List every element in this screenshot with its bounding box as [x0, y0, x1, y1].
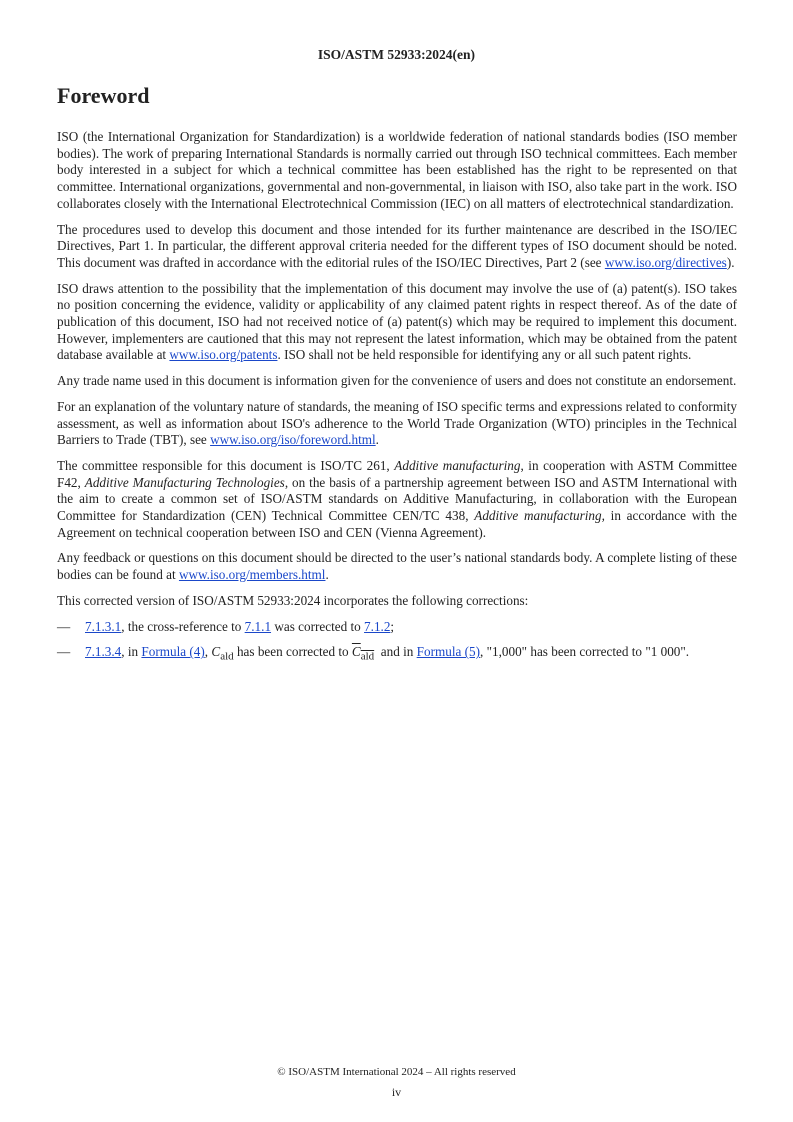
paragraph-feedback: [57, 550, 737, 583]
paragraph-committee: [57, 458, 737, 542]
text: .: [375, 432, 379, 448]
paragraph-procedures: [57, 222, 737, 272]
link-7-1-3-1[interactable]: 7.1.3.1: [85, 618, 122, 634]
paragraph-trade-name: Any trade name used in this document is information given for the convenience of users and does not constitute an endorsement.: [57, 373, 737, 389]
text: For an explanation of the voluntary nature of standards, the meaning of ISO specific terms and expressions related to conformity assessment, as well as information about ISO's adherence to the World Trade Organization (WTO) principles in the Technical Barriers to Trade (TBT), see: [57, 398, 737, 448]
list-item-text: [85, 619, 737, 636]
dash: —: [57, 618, 71, 634]
paragraph-iso-intro: ISO (the International Organization for Standardization) is a worldwide federation of national standards bodies (ISO member bodies). The work of preparing International Standards is normally carried out through ISO technical committees. Each member body interested in a subject for which a technical committee has been established has the right to be represented on that committee. International organizations, governmental and non-governmental, in liaison with ISO, also take part in the work. ISO collaborates closely with the International Electrotechnical Commission (IEC) on all matters of electrotechnical standardization.: [57, 129, 737, 211]
text: and in: [374, 644, 417, 660]
text: , "1,000" has been corrected to "1 000".: [480, 644, 690, 660]
text: .: [325, 567, 329, 583]
text: , in: [121, 644, 142, 660]
link-7-1-3-4[interactable]: 7.1.3.4: [85, 644, 122, 660]
text: in accordance with the Agreement on technical cooperation between ISO and CEN (Vienna Agreement).: [57, 508, 737, 540]
list-item: [57, 644, 737, 665]
text: has been corrected to: [233, 644, 352, 660]
list-item-text: [85, 644, 737, 665]
symbol-c: C: [211, 644, 221, 660]
italic-text: Additive manufacturing,: [474, 508, 605, 524]
subscript-ald: ald: [360, 650, 375, 663]
page-number: iv: [391, 1085, 402, 1099]
foreword-body: [57, 129, 737, 675]
text: ISO draws attention to the possibility that the implementation of this document may involve the use of (a) patent(s). ISO takes no position concerning the evidence, validity or applicability of any claimed patent rights in respect thereof. As of the date of publication of this document, ISO had not received notice of (a) patent(s) which may be required to implement this document. However, implementers are cautioned that this may not represent the latest information, which may be obtained from the patent database available at: [57, 280, 737, 363]
list-item: [57, 619, 737, 636]
text: The committee responsible for this document is ISO/TC 261,: [57, 457, 395, 473]
symbol-c-overline: [351, 644, 375, 663]
link-members[interactable]: www.iso.org/members.html: [178, 567, 326, 583]
symbol-c: C: [351, 644, 361, 660]
document-header: ISO/ASTM 52933:2024(en): [317, 47, 476, 62]
link-formula-4[interactable]: Formula (4): [141, 644, 205, 660]
subscript-ald: ald: [220, 650, 234, 663]
text: . ISO shall not be held responsible for identifying any or all such patent rights.: [277, 347, 692, 363]
paragraph-patents: [57, 281, 737, 365]
text: , the cross-reference to: [121, 618, 245, 634]
text: , on the basis of a partnership agreement between ISO and ASTM International with the aim to create a common set of ISO/ASTM standards on Additive Manufacturing, in collaboration with the European Committee for Standardization (CEN) Technical Committee CEN/TC 438,: [57, 474, 737, 524]
text: , in cooperation with ASTM Committee F42,: [57, 457, 737, 490]
italic-text: Additive manufacturing: [394, 457, 521, 473]
link-foreword[interactable]: www.iso.org/iso/foreword.html: [210, 432, 376, 448]
text: The procedures used to develop this document and those intended for its further maintenance are described in the ISO/IEC Directives, Part 1. In particular, the different approval criteria needed for the different types of ISO document should be noted. This document was drafted in accordance with the editorial rules of the ISO/IEC Directives, Part 2 (see: [57, 221, 737, 270]
link-patents[interactable]: www.iso.org/patents: [169, 347, 278, 363]
link-7-1-1[interactable]: 7.1.1: [244, 618, 272, 634]
text: Any feedback or questions on this document should be directed to the user’s national standards body. A complete listing of these bodies can be found at: [57, 550, 737, 583]
text: ,: [204, 644, 212, 660]
page-title: Foreword: [57, 83, 150, 108]
paragraph-voluntary: [57, 399, 737, 449]
footer-copyright: © ISO/ASTM International 2024 – All rights reserved: [277, 1066, 516, 1078]
text: ).: [726, 254, 735, 270]
text: was corrected to: [271, 618, 365, 634]
link-7-1-2[interactable]: 7.1.2: [364, 618, 391, 634]
dash: —: [57, 644, 71, 660]
italic-text: Additive Manufacturing Technologies: [84, 474, 285, 490]
text: ;: [390, 618, 395, 634]
link-formula-5[interactable]: Formula (5): [416, 644, 481, 660]
link-directives[interactable]: www.iso.org/directives: [604, 254, 727, 270]
paragraph-corrections: This corrected version of ISO/ASTM 52933:2024 incorporates the following corrections:: [57, 592, 529, 608]
